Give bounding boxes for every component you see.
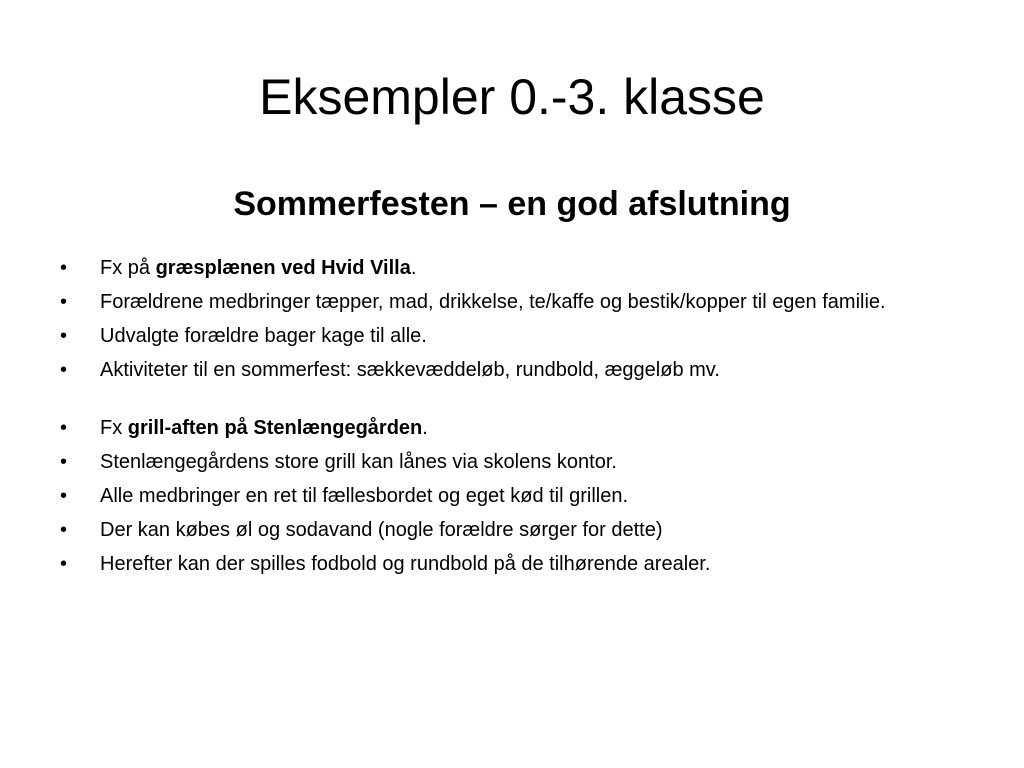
bullet-text: Alle medbringer en ret til fællesbordet og eget kød til grillen. (100, 485, 629, 507)
bullet-text: Udvalgte forældre bager kage til alle. (100, 325, 427, 347)
bullet-text-bold: grill-aften på Stenlængegården (127, 417, 423, 439)
bullet-text-suffix: . (410, 257, 417, 279)
bullet-icon: • (60, 519, 68, 541)
bullet-text: Herefter kan der spilles fodbold og rundbold på de tilhørende arealer. (100, 553, 711, 575)
bullet-item-graesplaenen (58, 256, 968, 280)
bullet-item-medbringer (58, 290, 968, 314)
bullet-icon: • (60, 257, 68, 279)
bullet-text-suffix: . (422, 417, 428, 439)
bullet-item-drikkevarer (58, 518, 968, 542)
bullet-text-prefix: Fx på (100, 257, 156, 279)
bullet-icon: • (60, 359, 68, 381)
bullet-list (58, 256, 968, 586)
slide-title: Eksempler 0.-3. klasse (259, 69, 765, 125)
bullet-text-prefix: Fx (100, 417, 128, 439)
bullet-icon: • (60, 291, 68, 313)
bullet-text-bold: græsplænen ved Hvid Villa (155, 257, 411, 279)
bullet-item-grill-aften (58, 416, 968, 440)
bullet-icon: • (60, 325, 68, 347)
bullet-item-grill-laan (58, 450, 968, 474)
bullet-text: Stenlængegårdens store grill kan lånes via skolens kontor. (100, 451, 617, 473)
bullet-icon: • (60, 451, 68, 473)
bullet-item-kage (58, 324, 968, 348)
bullet-item-faellesbord (58, 484, 968, 508)
bullet-item-aktiviteter (58, 358, 968, 382)
bullet-text: Aktiviteter til en sommerfest: sækkevæddeløb, rundbold, æggeløb mv. (100, 359, 720, 381)
bullet-text: Der kan købes øl og sodavand (nogle forældre sørger for dette) (100, 519, 663, 541)
bullet-icon: • (60, 485, 68, 507)
bullet-text: Forældrene medbringer tæpper, mad, drikkelse, te/kaffe og bestik/kopper til egen familie. (100, 291, 886, 313)
bullet-icon: • (60, 553, 68, 575)
bullet-item-spil (58, 552, 968, 576)
bullet-icon: • (60, 417, 68, 439)
slide-subtitle: Sommerfesten – en god afslutning (233, 185, 791, 223)
